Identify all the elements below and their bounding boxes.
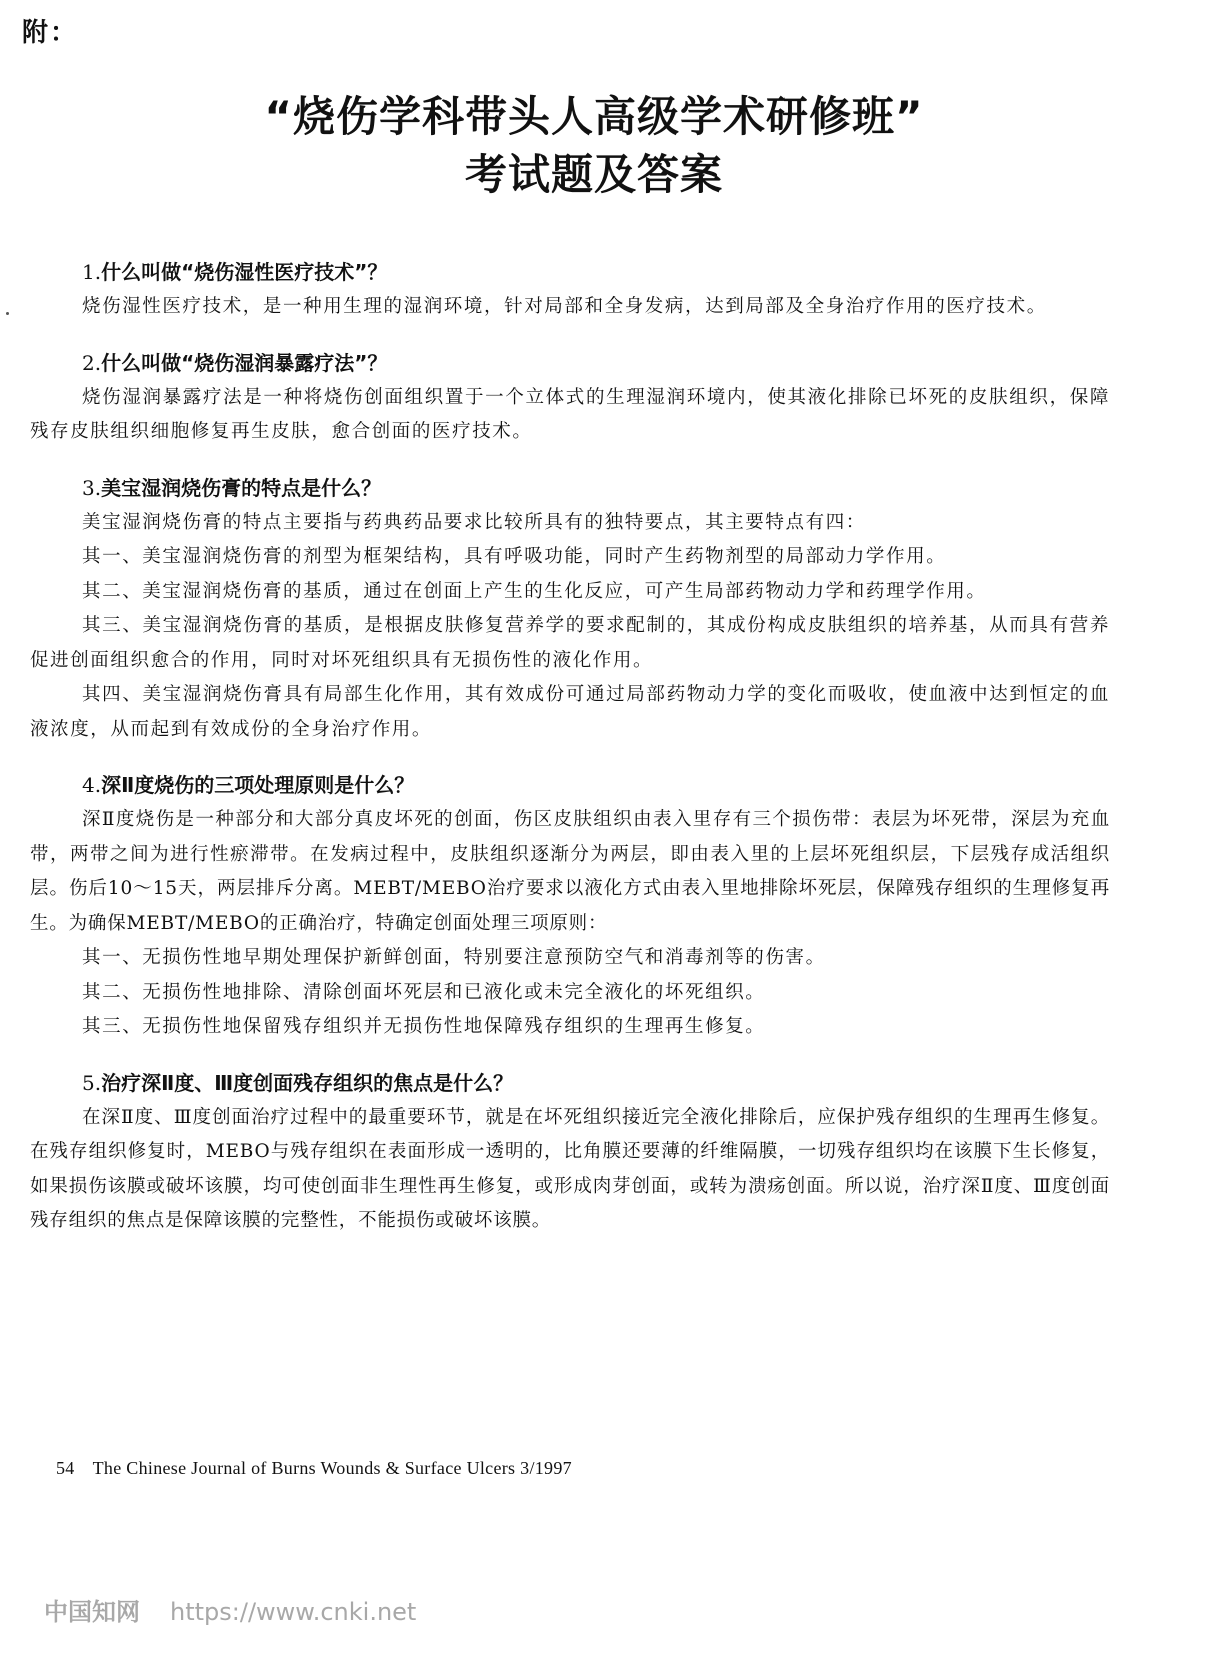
qa-content bbox=[30, 256, 1110, 1261]
attachment-label: 附： bbox=[22, 18, 79, 48]
qa-section-3 bbox=[30, 472, 1110, 748]
scan-speck bbox=[6, 312, 9, 315]
answer-paragraph: 美宝湿润烧伤膏的特点主要指与药典药品要求比较所具有的独特要点，其主要特点有四： bbox=[82, 511, 866, 533]
answer-paragraph: 其三、美宝湿润烧伤膏的基质，是根据皮肤修复营养学的要求配制的，其成份构成皮肤组织的培养基，从而具有营养促进创面组织愈合的作用，同时对坏死组织具有无损伤性的液化作用。 bbox=[30, 615, 1110, 671]
qa-section-5 bbox=[30, 1067, 1110, 1239]
title-line-1: “烧伤学科带头人高级学术研修班” bbox=[264, 92, 924, 141]
answer-paragraph: 其四、美宝湿润烧伤膏具有局部生化作用，其有效成份可通过局部药物动力学的变化而吸收，使血液中达到恒定的血液浓度，从而起到有效成份的全身治疗作用。 bbox=[30, 684, 1110, 740]
cnki-watermark bbox=[44, 1592, 416, 1627]
answer-paragraph: 其一、无损伤性地早期处理保护新鲜创面，特别要注意预防空气和消毒剂等的伤害。 bbox=[82, 947, 826, 968]
answer-paragraph: 其二、无损伤性地排除、清除创面坏死层和已液化或未完全液化的坏死组织。 bbox=[82, 981, 766, 1003]
question-2 bbox=[30, 347, 1110, 379]
question-number: 1. bbox=[82, 260, 102, 284]
page-number: 54 bbox=[56, 1458, 75, 1478]
answer-paragraph: 烧伤湿润暴露疗法是一种将烧伤创面组织置于一个立体式的生理湿润环境内，使其液化排除已坏死的皮肤组织，保障残存皮肤组织细胞修复再生皮肤，愈合创面的医疗技术。 bbox=[30, 386, 1110, 442]
question-number: 2. bbox=[82, 350, 102, 375]
qa-section-1 bbox=[30, 256, 1110, 325]
question-text: 美宝湿润烧伤膏的特点是什么？ bbox=[101, 475, 382, 500]
question-number: 5. bbox=[82, 1070, 102, 1095]
question-number: 3. bbox=[82, 475, 102, 500]
watermark-brand: 中国知网 bbox=[44, 1598, 140, 1626]
question-4 bbox=[30, 769, 1110, 801]
answer-paragraph: 烧伤湿性医疗技术，是一种用生理的湿润环境，针对局部和全身发病，达到局部及全身治疗作用的医疗技术。 bbox=[82, 296, 1047, 317]
question-text: 什么叫做“烧伤湿润暴露疗法”？ bbox=[101, 350, 388, 375]
question-5 bbox=[30, 1067, 1110, 1099]
watermark-url: https://www.cnki.net bbox=[170, 1598, 417, 1626]
answer-paragraph: 其一、美宝湿润烧伤膏的剂型为框架结构，具有呼吸功能，同时产生药物剂型的局部动力学作用。 bbox=[82, 546, 947, 567]
qa-section-4 bbox=[30, 769, 1110, 1045]
answer-paragraph: 在深Ⅱ度、Ⅲ度创面治疗过程中的最重要环节，就是在坏死组织接近完全液化排除后，应保护残存组织的生理再生修复。在残存组织修复时，MEBO与残存组织在表面形成一透明的，比角膜还要薄的纤维隔膜，一切残存组织均在该膜下生长修复，如果损伤该膜或破坏该膜，均可使创面非生理性再生修复，或形成肉芽创面，或转为溃疡创面。所以说，治疗深Ⅱ度、Ⅲ度创面残存组织的焦点是保障该膜的完整性，不能损伤或破坏该膜。 bbox=[30, 1106, 1110, 1231]
question-text: 治疗深Ⅱ度、Ⅲ度创面残存组织的焦点是什么？ bbox=[101, 1070, 514, 1095]
question-3 bbox=[30, 472, 1110, 504]
document-title bbox=[0, 88, 1228, 204]
title-line-2: 考试题及答案 bbox=[464, 150, 723, 199]
answer-paragraph: 深Ⅱ度烧伤是一种部分和大部分真皮坏死的创面，伤区皮肤组织由表入里存有三个损伤带：表层为坏死带，深层为充血带，两带之间为进行性瘀滞带。在发病过程中，皮肤组织逐渐分为两层，即由表入里的上层坏死组织层，下层残存成活组织层。伤后10～15天，两层排斥分离。MEBT/MEBO治疗要求以液化方式由表入里地排除坏死层，保障残存组织的生理修复再生。为确保MEBT/MEBO的正确治疗，特确定创面处理三项原则： bbox=[30, 809, 1110, 934]
answer-paragraph: 其二、美宝湿润烧伤膏的基质，通过在创面上产生的生化反应，可产生局部药物动力学和药理学作用。 bbox=[82, 580, 987, 602]
answer-paragraph: 其三、无损伤性地保留残存组织并无损伤性地保障残存组织的生理再生修复。 bbox=[82, 1016, 766, 1037]
question-text: 深Ⅱ度烧伤的三项处理原则是什么？ bbox=[101, 773, 415, 797]
question-text: 什么叫做“烧伤湿性医疗技术”？ bbox=[101, 260, 388, 284]
qa-section-2 bbox=[30, 347, 1110, 450]
question-1 bbox=[30, 256, 1110, 288]
question-number: 4. bbox=[82, 773, 102, 797]
page-footer bbox=[56, 1458, 572, 1479]
journal-citation: The Chinese Journal of Burns Wounds & Surface Ulcers 3/1997 bbox=[92, 1458, 572, 1478]
